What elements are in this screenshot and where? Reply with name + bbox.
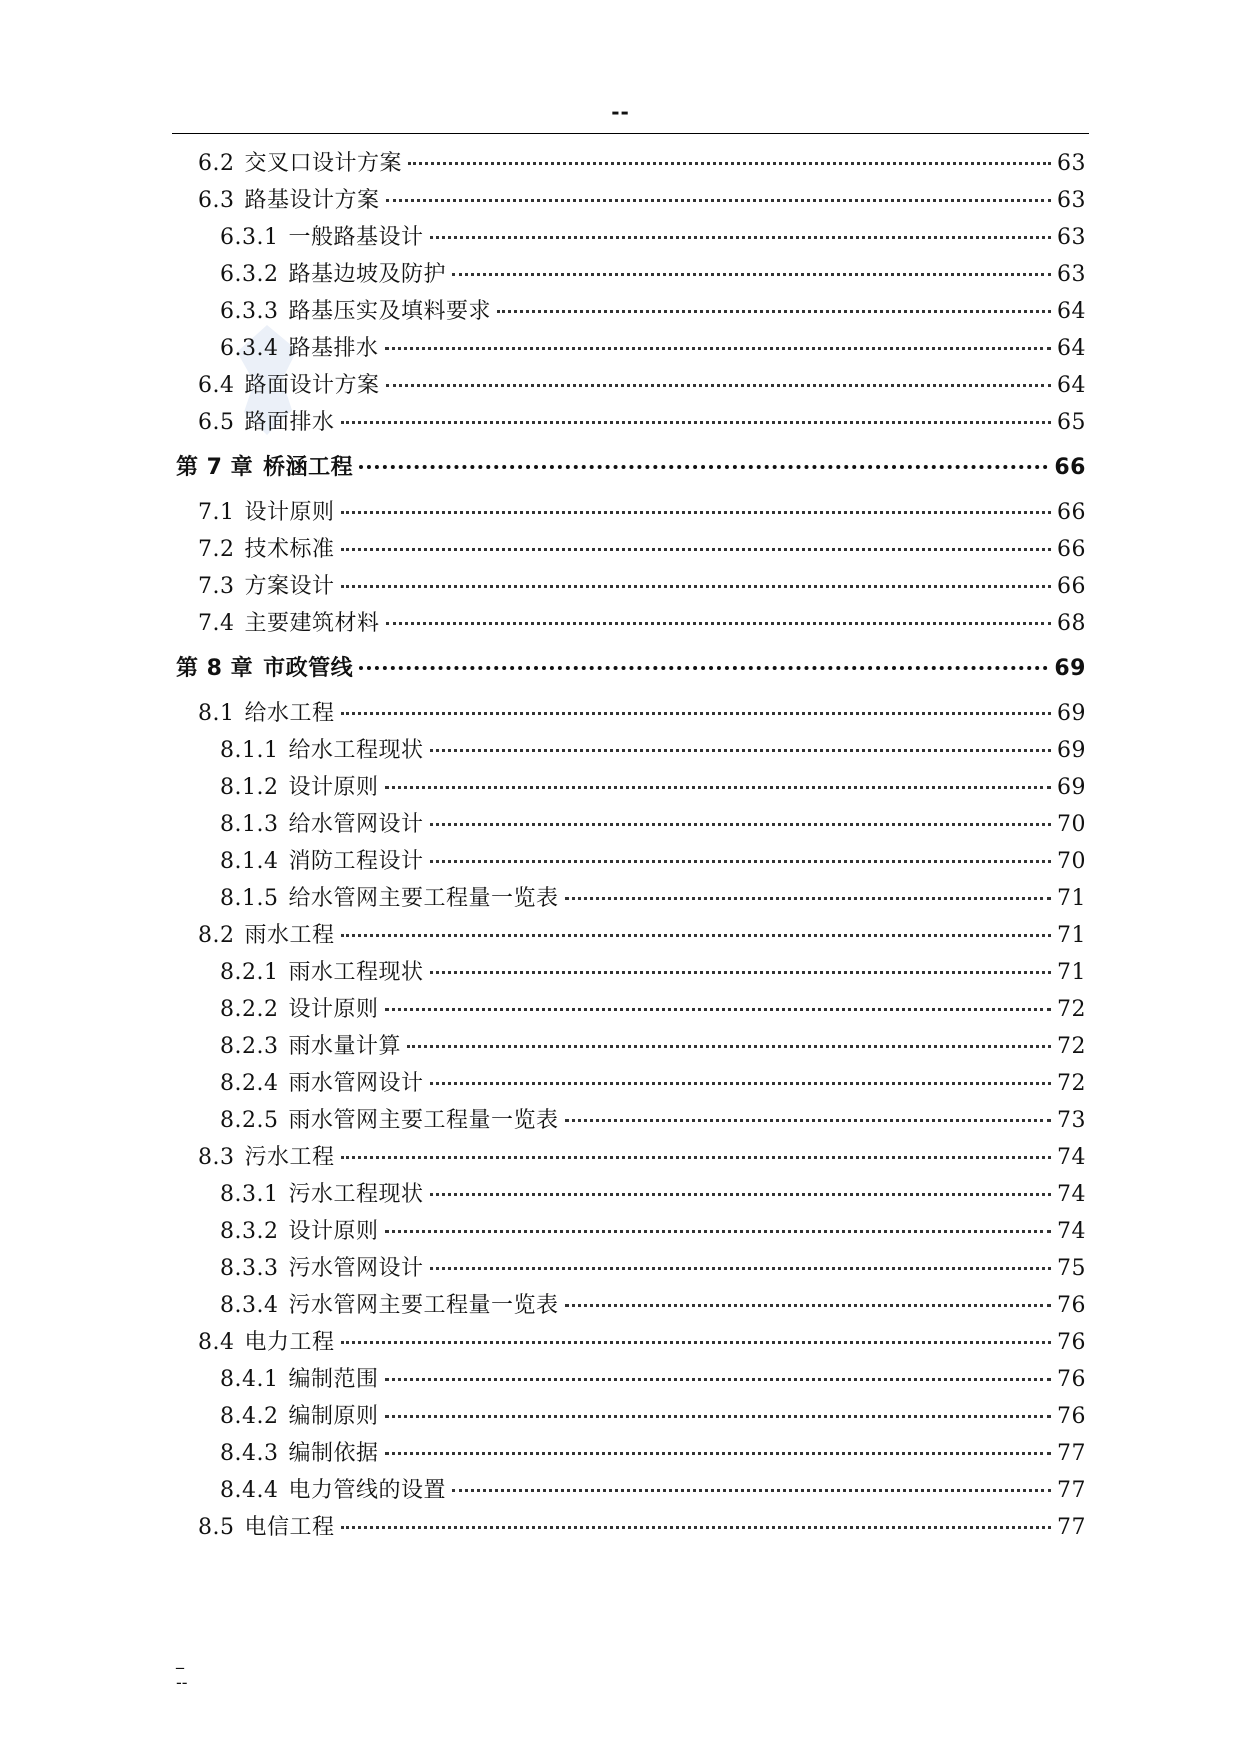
toc-dot-leader — [497, 310, 1051, 313]
toc-entry[interactable] — [198, 918, 1086, 949]
toc-dot-leader — [430, 749, 1052, 752]
toc-entry[interactable] — [220, 257, 1086, 288]
toc-entry-number: 8.4.4 — [220, 1478, 279, 1503]
toc-dot-leader — [430, 1267, 1052, 1270]
toc-entry-title: 编制范围 — [288, 1367, 379, 1392]
toc-entry-page: 74 — [1057, 1145, 1086, 1170]
toc-entry-title: 设计原则 — [288, 1219, 379, 1244]
toc-dot-leader — [385, 347, 1052, 350]
toc-dot-leader — [386, 199, 1051, 202]
toc-dot-leader — [385, 1452, 1052, 1455]
toc-entry[interactable] — [220, 881, 1086, 912]
toc-entry-title: 污水工程 — [244, 1145, 335, 1170]
toc-entry[interactable] — [220, 331, 1086, 362]
toc-entry-title: 污水管网主要工程量一览表 — [288, 1293, 559, 1318]
toc-dot-leader — [407, 1045, 1051, 1048]
toc-entry-title: 路基压实及填料要求 — [288, 299, 491, 324]
toc-entry-page: 63 — [1057, 151, 1086, 176]
toc-entry-number: 8.3 — [198, 1145, 235, 1170]
toc-entry-number: 8.2.3 — [220, 1034, 279, 1059]
toc-entry-page: 64 — [1057, 299, 1086, 324]
toc-entry-title: 编制原则 — [288, 1404, 379, 1429]
toc-entry-title: 技术标准 — [244, 537, 335, 562]
toc-entry-page: 75 — [1057, 1256, 1086, 1281]
toc-dot-leader — [565, 1119, 1052, 1122]
toc-entry-number: 6.4 — [198, 373, 235, 398]
toc-dot-leader — [341, 511, 1051, 514]
toc-entry[interactable] — [220, 1029, 1086, 1060]
toc-entry[interactable] — [220, 992, 1086, 1023]
toc-entry-number: 8.3.1 — [220, 1182, 279, 1207]
toc-entry-number: 7.4 — [198, 611, 235, 636]
toc-dot-leader — [430, 1193, 1052, 1196]
toc-entry-page: 76 — [1057, 1330, 1086, 1355]
toc-entry-title: 设计原则 — [244, 500, 335, 525]
toc-entry-page: 70 — [1057, 812, 1086, 837]
toc-entry-number: 8.5 — [198, 1515, 235, 1540]
toc-entry-number: 7.3 — [198, 574, 235, 599]
toc-dot-leader — [341, 585, 1051, 588]
toc-entry-number: 8.2.4 — [220, 1071, 279, 1096]
toc-entry-number: 8.2.2 — [220, 997, 279, 1022]
toc-entry-page: 64 — [1057, 336, 1086, 361]
toc-entry[interactable] — [198, 368, 1086, 399]
toc-dot-leader — [408, 162, 1051, 165]
toc-dot-leader — [385, 1378, 1052, 1381]
toc-entry-page: 66 — [1054, 455, 1086, 480]
toc-dot-leader — [385, 1008, 1052, 1011]
toc-dot-leader — [385, 1415, 1052, 1418]
toc-entry-title: 市政管线 — [263, 656, 354, 681]
toc-entry-title: 设计原则 — [288, 775, 379, 800]
toc-entry[interactable] — [220, 220, 1086, 251]
toc-entry[interactable] — [198, 146, 1086, 177]
toc-entry-title: 电力管线的设置 — [288, 1478, 446, 1503]
toc-entry-page: 69 — [1054, 656, 1086, 681]
footer-mark-underscore: _ — [176, 1650, 184, 1669]
toc-dot-leader — [565, 1304, 1052, 1307]
toc-entry-page: 71 — [1057, 923, 1086, 948]
header-rule — [172, 133, 1089, 134]
toc-entry[interactable] — [220, 294, 1086, 325]
toc-entry-page: 63 — [1057, 225, 1086, 250]
toc-dot-leader — [341, 1526, 1051, 1529]
toc-entry[interactable] — [220, 1473, 1086, 1504]
toc-entry-page: 69 — [1057, 775, 1086, 800]
toc-entry-number: 8.3.4 — [220, 1293, 279, 1318]
toc-entry-number: 第 7 章 — [176, 455, 254, 480]
toc-entry-page: 63 — [1057, 188, 1086, 213]
toc-entry-number: 8.1.2 — [220, 775, 279, 800]
toc-entry-number: 6.5 — [198, 410, 235, 435]
toc-entry[interactable] — [220, 1214, 1086, 1245]
toc-entry[interactable] — [220, 1436, 1086, 1467]
toc-dot-leader — [359, 666, 1048, 670]
toc-entry[interactable] — [220, 770, 1086, 801]
toc-entry-title: 雨水工程现状 — [288, 960, 424, 985]
toc-entry[interactable] — [220, 1362, 1086, 1393]
toc-entry-title: 方案设计 — [244, 574, 335, 599]
toc-entry-page: 71 — [1057, 960, 1086, 985]
toc-entry-title: 路基排水 — [288, 336, 379, 361]
toc-entry[interactable] — [198, 606, 1086, 637]
toc-entry-number: 8.1.3 — [220, 812, 279, 837]
toc-dot-leader — [341, 548, 1051, 551]
toc-entry-title: 路基边坡及防护 — [288, 262, 446, 287]
toc-entry[interactable] — [198, 495, 1086, 526]
toc-entry-title: 一般路基设计 — [288, 225, 424, 250]
toc-entry[interactable] — [220, 1066, 1086, 1097]
toc-dot-leader — [386, 622, 1051, 625]
toc-entry-title: 雨水量计算 — [288, 1034, 401, 1059]
toc-entry-number: 8.2.5 — [220, 1108, 279, 1133]
toc-dot-leader — [565, 897, 1052, 900]
toc-entry-page: 72 — [1057, 1034, 1086, 1059]
toc-dot-leader — [386, 384, 1051, 387]
toc-entry[interactable] — [198, 183, 1086, 214]
toc-entry[interactable] — [198, 1510, 1086, 1541]
toc-entry[interactable] — [220, 1251, 1086, 1282]
toc-entry-number: 8.2 — [198, 923, 235, 948]
toc-entry-number: 7.2 — [198, 537, 235, 562]
toc-entry-page: 66 — [1057, 537, 1086, 562]
toc-entry-page: 69 — [1057, 738, 1086, 763]
toc-dot-leader — [385, 1230, 1052, 1233]
toc-dot-leader — [430, 823, 1052, 826]
toc-entry-number: 6.3 — [198, 188, 235, 213]
toc-entry-title: 给水工程 — [244, 701, 335, 726]
toc-entry-title: 给水管网主要工程量一览表 — [288, 886, 559, 911]
toc-dot-leader — [430, 236, 1052, 239]
toc-dot-leader — [341, 1156, 1051, 1159]
toc-dot-leader — [430, 860, 1052, 863]
toc-entry-page: 76 — [1057, 1404, 1086, 1429]
toc-entry-page: 69 — [1057, 701, 1086, 726]
toc-entry-page: 72 — [1057, 997, 1086, 1022]
toc-entry-number: 6.3.4 — [220, 336, 279, 361]
toc-dot-leader — [359, 465, 1048, 469]
toc-entry-title: 雨水管网主要工程量一览表 — [288, 1108, 559, 1133]
toc-entry-title: 污水工程现状 — [288, 1182, 424, 1207]
toc-entry[interactable] — [220, 1288, 1086, 1319]
toc-entry[interactable] — [220, 1103, 1086, 1134]
toc-entry-title: 路面排水 — [244, 410, 335, 435]
toc-entry[interactable] — [198, 1325, 1086, 1356]
toc-entry-title: 污水管网设计 — [288, 1256, 424, 1281]
toc-entry-number: 8.1.5 — [220, 886, 279, 911]
toc-entry-page: 64 — [1057, 373, 1086, 398]
toc-entry-page: 66 — [1057, 500, 1086, 525]
toc-entry-page: 77 — [1057, 1441, 1086, 1466]
toc-entry[interactable] — [220, 844, 1086, 875]
toc-entry-title: 编制依据 — [288, 1441, 379, 1466]
toc-entry-page: 70 — [1057, 849, 1086, 874]
toc-entry-number: 6.3.1 — [220, 225, 279, 250]
toc-entry-title: 桥涵工程 — [263, 455, 354, 480]
toc-entry-title: 消防工程设计 — [288, 849, 424, 874]
toc-dot-leader — [430, 971, 1052, 974]
toc-entry-title: 主要建筑材料 — [244, 611, 380, 636]
toc-entry-number: 8.1.4 — [220, 849, 279, 874]
toc-entry[interactable] — [220, 1177, 1086, 1208]
toc-entry-number: 6.3.2 — [220, 262, 279, 287]
toc-entry-number: 第 8 章 — [176, 656, 254, 681]
toc-entry[interactable] — [198, 1140, 1086, 1171]
toc-entry-page: 77 — [1057, 1478, 1086, 1503]
toc-entry-page: 71 — [1057, 886, 1086, 911]
toc-dot-leader — [341, 934, 1051, 937]
toc-entry-page: 72 — [1057, 1071, 1086, 1096]
toc-entry-page: 74 — [1057, 1219, 1086, 1244]
toc-entry-number: 8.1.1 — [220, 738, 279, 763]
toc-entry-number: 8.3.2 — [220, 1219, 279, 1244]
toc-entry-title: 雨水管网设计 — [288, 1071, 424, 1096]
toc-entry-number: 8.2.1 — [220, 960, 279, 985]
toc-entry-title: 电信工程 — [244, 1515, 335, 1540]
toc-entry-number: 8.4.3 — [220, 1441, 279, 1466]
toc-dot-leader — [341, 1341, 1051, 1344]
toc-entry-page: 74 — [1057, 1182, 1086, 1207]
toc-chapter-entry[interactable] — [176, 450, 1086, 481]
toc-entry-number: 6.3.3 — [220, 299, 279, 324]
toc-entry-title: 交叉口设计方案 — [244, 151, 403, 176]
toc-entry-number: 8.1 — [198, 701, 235, 726]
toc-entry[interactable] — [198, 569, 1086, 600]
toc-entry-number: 6.2 — [198, 151, 235, 176]
toc-dot-leader — [452, 1489, 1051, 1492]
toc-entry-title: 给水管网设计 — [288, 812, 424, 837]
toc-chapter-entry[interactable] — [176, 651, 1086, 682]
toc-entry-page: 76 — [1057, 1293, 1086, 1318]
toc-entry-number: 8.3.3 — [220, 1256, 279, 1281]
toc-entry[interactable] — [220, 807, 1086, 838]
toc-entry-number: 8.4.2 — [220, 1404, 279, 1429]
toc-entry-page: 68 — [1057, 611, 1086, 636]
toc-entry[interactable] — [220, 733, 1086, 764]
toc-entry-number: 8.4.1 — [220, 1367, 279, 1392]
toc-entry[interactable] — [220, 1399, 1086, 1430]
toc-dot-leader — [430, 1082, 1052, 1085]
toc-entry-title: 雨水工程 — [244, 923, 335, 948]
toc-entry-page: 63 — [1057, 262, 1086, 287]
toc-entry-page: 77 — [1057, 1515, 1086, 1540]
toc-entry-title: 给水工程现状 — [288, 738, 424, 763]
toc-dot-leader — [341, 421, 1051, 424]
toc-dot-leader — [341, 712, 1051, 715]
page-header-mark: -- — [611, 100, 630, 124]
toc-entry-number: 7.1 — [198, 500, 235, 525]
toc-entry[interactable] — [198, 532, 1086, 563]
toc-entry-title: 电力工程 — [244, 1330, 335, 1355]
toc-entry-page: 73 — [1057, 1108, 1086, 1133]
toc-entry[interactable] — [198, 696, 1086, 727]
toc-dot-leader — [385, 786, 1052, 789]
toc-dot-leader — [452, 273, 1051, 276]
footer-mark-dashes: -- — [176, 1673, 188, 1692]
toc-entry-title: 设计原则 — [288, 997, 379, 1022]
toc-entry-page: 76 — [1057, 1367, 1086, 1392]
toc-entry-page: 65 — [1057, 410, 1086, 435]
toc-entry-title: 路面设计方案 — [244, 373, 380, 398]
toc-entry-page: 66 — [1057, 574, 1086, 599]
toc-entry-number: 8.4 — [198, 1330, 235, 1355]
toc-entry[interactable] — [198, 405, 1086, 436]
toc-entry-title: 路基设计方案 — [244, 188, 380, 213]
toc-entry[interactable] — [220, 955, 1086, 986]
